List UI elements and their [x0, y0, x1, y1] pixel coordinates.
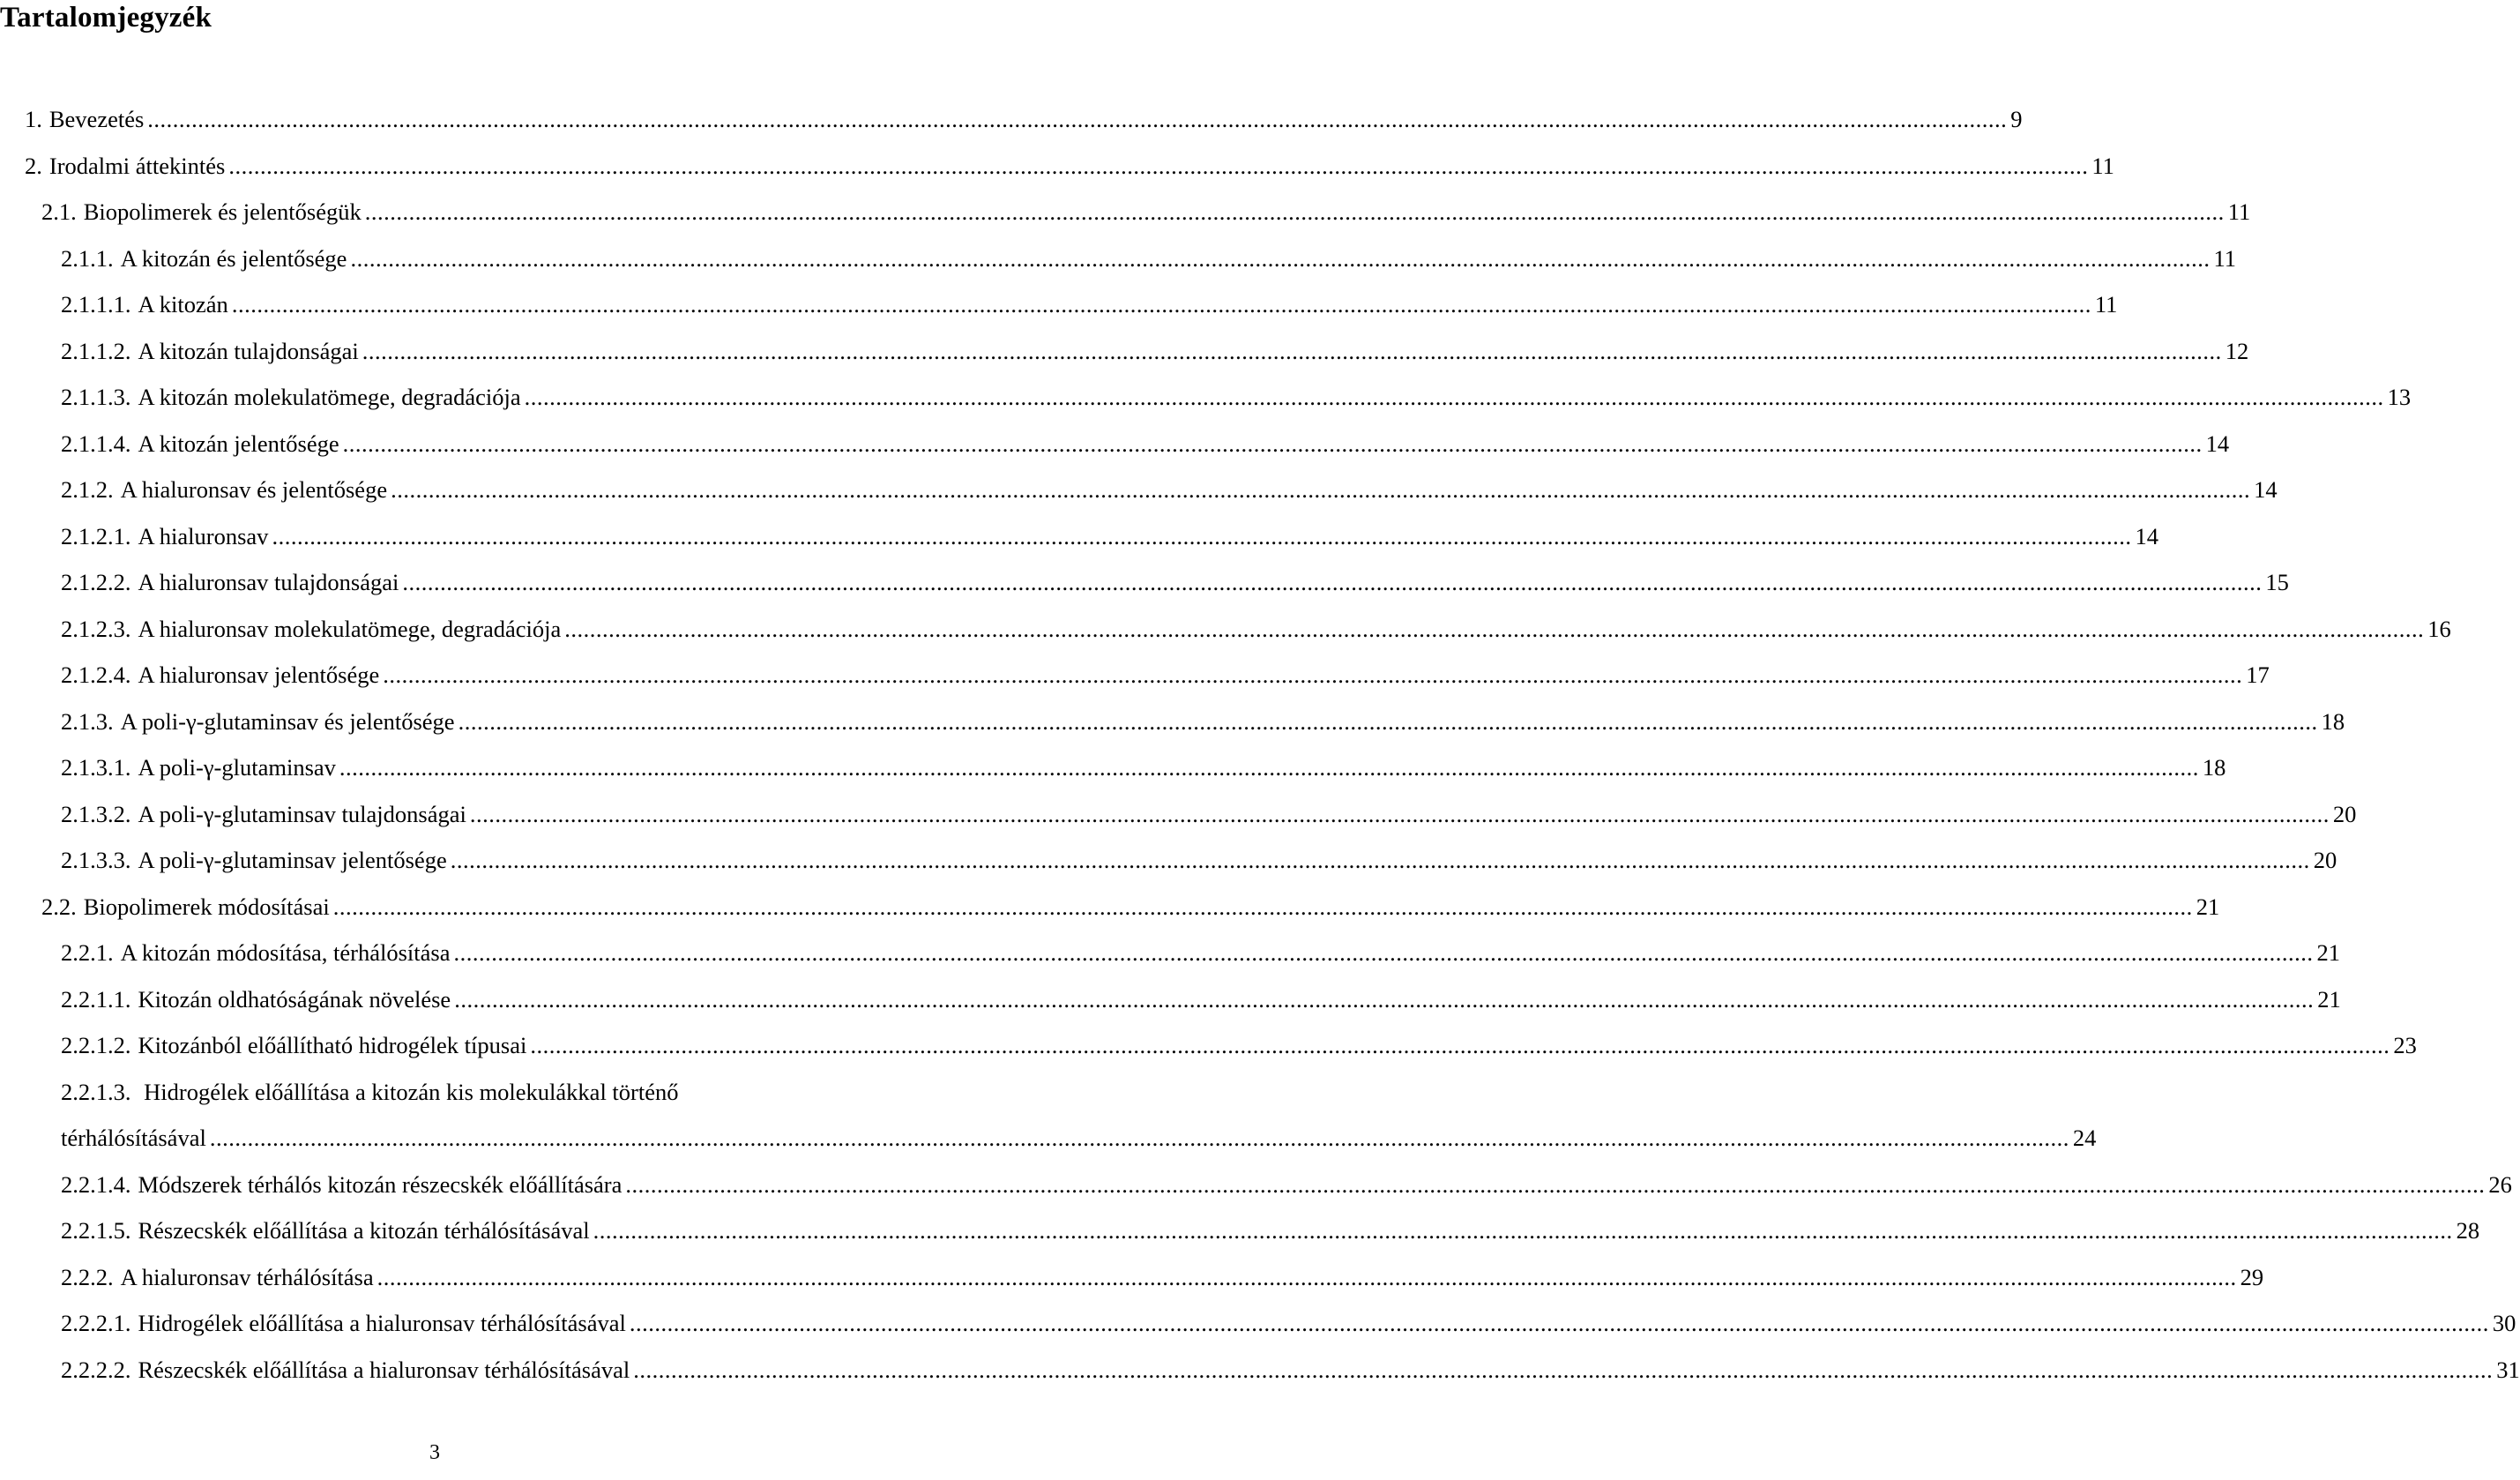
toc-entry-page: 29	[2240, 1263, 2264, 1290]
toc-leader-dots	[365, 189, 2225, 235]
toc-entry[interactable]	[0, 189, 2251, 235]
page-number: 3	[429, 1441, 440, 1464]
toc-entry-number: 2.2.	[41, 893, 77, 920]
toc-leader-dots	[454, 930, 2314, 976]
toc-entry[interactable]	[0, 837, 2337, 884]
toc-entry-title: A kitozán molekulatömege, degradációja	[138, 384, 521, 410]
toc-entry[interactable]	[0, 606, 2451, 653]
toc-leader-dots	[459, 699, 2318, 745]
toc-leader-dots	[633, 1347, 2493, 1394]
toc-entry-number: 2.2.2.	[61, 1263, 114, 1290]
toc-entry-title: Biopolimerek módosításai	[83, 893, 330, 920]
toc-entry-title: A hialuronsav térhálósítása	[120, 1263, 374, 1290]
toc-leader-dots	[339, 744, 2199, 791]
toc-entry[interactable]	[0, 791, 2357, 838]
toc-entry-page: 14	[2205, 430, 2230, 457]
toc-entry-page: 21	[2317, 985, 2341, 1013]
toc-entry-number: 1.	[25, 106, 42, 132]
toc-leader-dots	[333, 884, 2193, 931]
toc-entry-page: 20	[2313, 847, 2337, 873]
toc-entry[interactable]	[0, 884, 2220, 931]
toc-entry-page: 30	[2492, 1310, 2516, 1336]
toc-entry[interactable]	[0, 421, 2230, 467]
toc-entry-line-2	[0, 1115, 2097, 1162]
toc-entry-number: 2.1.2.3.	[61, 615, 131, 642]
toc-entry[interactable]	[0, 1162, 2512, 1208]
toc-leader-dots	[272, 513, 2131, 560]
toc-entry-page: 18	[2202, 754, 2226, 781]
toc-entry-page: 31	[2496, 1356, 2520, 1383]
toc-leader-dots	[228, 143, 2088, 190]
toc-entry-title: Biopolimerek és jelentőségük	[83, 198, 362, 225]
toc-entry[interactable]	[0, 328, 2249, 375]
toc-entry-title: Kitozánból előállítható hidrogélek típusai	[138, 1032, 527, 1058]
toc-leader-dots	[630, 1300, 2489, 1347]
toc-entry[interactable]	[0, 652, 2270, 699]
toc-entry[interactable]	[0, 513, 2158, 560]
toc-entry-number: 2.2.1.3.	[61, 1078, 131, 1105]
toc-entry-page: 26	[2488, 1170, 2512, 1198]
toc-entry[interactable]	[0, 699, 2345, 745]
toc-entry-title: A hialuronsav tulajdonságai	[138, 569, 399, 595]
toc-entry-page: 17	[2246, 662, 2270, 688]
toc-leader-dots	[232, 281, 2091, 328]
toc-leader-dots	[625, 1162, 2485, 1208]
toc-entry-number: 2.2.1.4.	[61, 1170, 131, 1198]
toc-entry-number: 2.	[25, 152, 42, 179]
toc-entry-title-continued: térhálósításával	[61, 1125, 206, 1151]
toc-leader-dots	[525, 374, 2384, 421]
toc-entry-number: 2.1.3.3.	[61, 847, 131, 873]
toc-entry-page: 9	[2010, 106, 2023, 132]
toc-entry[interactable]	[0, 930, 2340, 976]
toc-entry-number: 2.2.2.2.	[61, 1356, 131, 1383]
toc-leader-dots	[210, 1115, 2069, 1162]
toc-leader-dots	[454, 976, 2314, 1023]
toc-entry-page: 14	[2135, 522, 2158, 549]
toc-entry[interactable]	[0, 1022, 2417, 1069]
toc-entry-page: 21	[2196, 893, 2220, 920]
toc-entry-number: 2.2.1.5.	[61, 1217, 131, 1244]
toc-entry-number: 2.2.1.	[61, 939, 114, 966]
toc-leader-dots	[530, 1022, 2390, 1069]
toc-entry-number: 2.1.3.2.	[61, 800, 131, 827]
toc-entry[interactable]	[0, 976, 2341, 1023]
toc-entry-page: 11	[2227, 198, 2251, 225]
toc-entry[interactable]	[0, 744, 2226, 791]
toc-leader-dots	[391, 467, 2250, 513]
toc-entry[interactable]	[0, 1347, 2520, 1394]
toc-entry[interactable]	[0, 281, 2118, 328]
toc-entry-page: 11	[2091, 152, 2114, 179]
toc-leader-dots	[564, 606, 2424, 653]
toc-entry[interactable]	[0, 374, 2412, 421]
toc-entry-title: Irodalmi áttekintés	[48, 152, 226, 179]
toc-entry-title: A hialuronsav jelentősége	[138, 662, 380, 688]
table-of-contents	[0, 96, 2520, 1393]
toc-entry-page: 11	[2094, 291, 2118, 318]
toc-leader-dots	[147, 96, 2007, 143]
toc-entry-title: A poli-γ-glutaminsav és jelentősége	[120, 707, 455, 735]
toc-entry-number: 2.2.1.2.	[61, 1032, 131, 1058]
toc-entry-number: 2.1.1.1.	[61, 291, 131, 318]
toc-leader-dots	[383, 652, 2242, 699]
toc-entry[interactable]	[0, 1254, 2264, 1301]
toc-entry[interactable]	[0, 235, 2236, 282]
toc-entry-number: 2.1.2.4.	[61, 662, 131, 688]
toc-entry-title: Részecskék előállítása a hialuronsav térhálósításával	[138, 1356, 630, 1383]
toc-entry-title: Hidrogélek előállítása a hialuronsav térhálósításával	[138, 1310, 626, 1336]
toc-leader-dots	[593, 1207, 2453, 1254]
toc-leader-dots	[451, 837, 2310, 884]
toc-entry-title: Kitozán oldhatóságának növelése	[138, 985, 451, 1013]
toc-entry-number: 2.2.2.1.	[61, 1310, 131, 1336]
toc-entry-number: 2.1.2.1.	[61, 522, 131, 549]
toc-entry[interactable]	[0, 559, 2289, 606]
toc-entry-number: 2.1.2.2.	[61, 569, 131, 595]
toc-entry-number: 2.1.1.4.	[61, 430, 131, 457]
toc-entry-title: A kitozán jelentősége	[138, 430, 339, 457]
toc-entry-page: 13	[2387, 384, 2412, 410]
toc-entry-title: Részecskék előállítása a kitozán térhálósításával	[138, 1217, 590, 1244]
toc-entry-page: 24	[2072, 1125, 2097, 1151]
toc-entry[interactable]	[0, 467, 2278, 513]
toc-entry-title: A poli-γ-glutaminsav	[138, 754, 336, 781]
toc-entry-number: 2.1.1.3.	[61, 384, 131, 410]
toc-entry-page: 23	[2393, 1032, 2417, 1058]
toc-entry-number: 2.1.	[41, 198, 77, 225]
toc-entry-page: 28	[2456, 1217, 2480, 1244]
toc-entry-page: 21	[2316, 939, 2340, 966]
toc-entry-title: A poli-γ-glutaminsav tulajdonságai	[138, 800, 466, 827]
toc-entry-title: Bevezetés	[48, 106, 145, 132]
toc-entry-title: A kitozán és jelentősége	[120, 244, 347, 272]
toc-entry-page: 14	[2254, 476, 2278, 503]
toc-entry[interactable]	[0, 143, 2114, 190]
toc-leader-dots	[350, 235, 2210, 282]
toc-entry-page: 11	[2213, 244, 2236, 272]
toc-entry-title: A hialuronsav	[138, 522, 269, 549]
toc-entry[interactable]	[0, 96, 2023, 143]
toc-leader-dots	[362, 328, 2222, 375]
toc-entry-number: 2.1.3.	[61, 707, 114, 735]
toc-entry-title: A hialuronsav és jelentősége	[120, 476, 388, 503]
toc-leader-dots	[402, 559, 2262, 606]
toc-entry[interactable]	[0, 1300, 2516, 1347]
toc-entry-line-1	[0, 1069, 846, 1116]
toc-entry-number: 2.1.1.2.	[61, 337, 131, 364]
toc-entry-number: 2.1.1.	[61, 244, 114, 272]
toc-entry-title: A hialuronsav molekulatömege, degradációja	[138, 615, 562, 642]
page-title: Tartalomjegyzék	[0, 2, 212, 34]
toc-entry[interactable]	[0, 1207, 2480, 1254]
toc-leader-dots	[343, 421, 2203, 467]
toc-entry-number: 2.1.3.1.	[61, 754, 131, 781]
toc-entry-page: 12	[2225, 337, 2249, 364]
toc-entry-title: A kitozán	[138, 291, 228, 318]
toc-entry-title: Hidrogélek előállítása a kitozán kis molekulákkal történő	[144, 1078, 679, 1105]
toc-entry-title: Módszerek térhálós kitozán részecskék előállítására	[138, 1170, 623, 1198]
toc-entry-page: 18	[2321, 707, 2345, 735]
toc-entry-page: 15	[2265, 569, 2289, 595]
toc-leader-dots	[470, 791, 2330, 838]
toc-entry-title: A kitozán tulajdonságai	[138, 337, 359, 364]
toc-entry-number: 2.2.1.1.	[61, 985, 131, 1013]
toc-entry-wrapped[interactable]	[0, 1069, 2097, 1162]
toc-entry-page: 20	[2332, 800, 2357, 827]
toc-entry-title: A poli-γ-glutaminsav jelentősége	[138, 847, 447, 873]
toc-leader-dots	[377, 1254, 2237, 1301]
toc-entry-title: A kitozán módosítása, térhálósítása	[120, 939, 451, 966]
toc-entry-page: 16	[2427, 615, 2451, 642]
toc-entry-number: 2.1.2.	[61, 476, 114, 503]
